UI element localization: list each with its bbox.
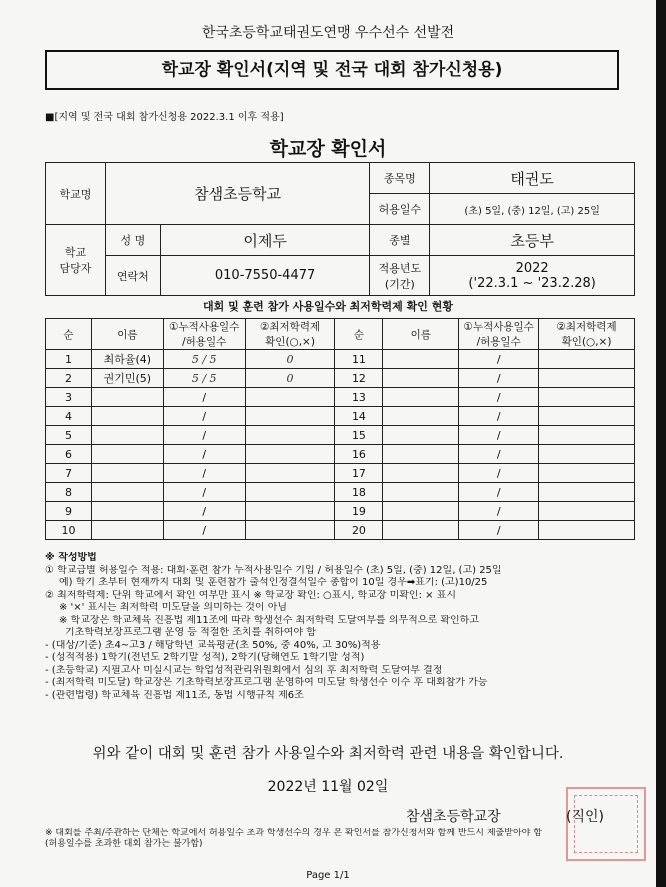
student-name xyxy=(91,483,163,502)
row-no: 20 xyxy=(335,521,383,540)
allowed-days-value: (초) 5일, (중) 12일, (고) 25일 xyxy=(430,194,635,225)
document-title: 학교장 확인서 xyxy=(269,138,387,160)
instruction-5: - (대상/기준) 초4~고3 / 해당학년 교육평균(초 50%, 중 40%, 고 30%)적용 xyxy=(45,639,381,651)
days-used: / xyxy=(459,464,539,483)
student-name xyxy=(383,407,459,426)
year-value xyxy=(430,256,635,296)
table-row xyxy=(46,464,635,483)
row-no: 18 xyxy=(335,483,383,502)
student-name xyxy=(91,426,163,445)
table-row xyxy=(46,369,635,388)
days-used: / xyxy=(163,464,245,483)
row-no: 15 xyxy=(335,426,383,445)
document-date: 2022년 11월 02일 xyxy=(267,779,389,795)
min-academic-check xyxy=(539,426,635,445)
row-no: 10 xyxy=(46,521,92,540)
student-name xyxy=(91,445,163,464)
page-number: Page 1/1 xyxy=(306,870,350,881)
min-academic-check: 0 xyxy=(245,350,335,369)
header-days-line1: ①누적사용일수 xyxy=(463,321,534,333)
row-no: 2 xyxy=(46,369,92,388)
instruction-3: ※ '×' 표시는 최저학력 미도달을 의미하는 것이 아님 xyxy=(59,602,288,613)
min-academic-check xyxy=(539,407,635,426)
header-min-line2: 확인(○,×) xyxy=(561,336,612,348)
student-name xyxy=(91,521,163,540)
student-name xyxy=(383,502,459,521)
principal-signature: 참샘초등학교장 xyxy=(406,809,501,825)
days-used: / xyxy=(459,369,539,388)
row-no: 13 xyxy=(335,388,383,407)
student-name xyxy=(91,502,163,521)
table-row xyxy=(46,388,635,407)
phone-label: 연락처 xyxy=(105,256,160,296)
event-value: 태권도 xyxy=(430,163,635,194)
footer-line-1: ※ 대회를 주최/주관하는 단체는 학교에서 허용일수 초과 학생선수의 경우 본 확인서를 참가신청서와 함께 반드시 제출받아야 함 xyxy=(45,828,542,838)
days-used: / xyxy=(459,407,539,426)
min-academic-check xyxy=(245,521,335,540)
table-row xyxy=(46,350,635,369)
min-academic-check xyxy=(539,483,635,502)
student-status-table xyxy=(45,318,635,540)
row-no: 8 xyxy=(46,483,92,502)
days-used: / xyxy=(459,350,539,369)
row-no: 3 xyxy=(46,388,92,407)
student-name xyxy=(91,464,163,483)
row-no: 14 xyxy=(335,407,383,426)
row-no: 4 xyxy=(46,407,92,426)
header-min-line1: ②최저학력제 xyxy=(259,321,321,333)
table-row xyxy=(46,502,635,521)
row-no: 11 xyxy=(335,350,383,369)
row-no: 12 xyxy=(335,369,383,388)
days-used: / xyxy=(459,426,539,445)
days-used: / xyxy=(163,521,245,540)
year-value-line1: 2022 xyxy=(515,260,549,276)
min-academic-check xyxy=(245,502,335,521)
row-no: 7 xyxy=(46,464,92,483)
header-days-line2: /허용일수 xyxy=(476,336,521,348)
organization-title: 한국초등학교태권도연맹 우수선수 선발전 xyxy=(201,25,455,41)
min-academic-check xyxy=(539,388,635,407)
seal-label: (직인) xyxy=(566,809,604,825)
header-min-right xyxy=(539,319,635,350)
min-academic-check xyxy=(539,502,635,521)
header-min-line2: 확인(○,×) xyxy=(265,336,315,348)
school-name-value: 참샘초등학교 xyxy=(105,163,370,225)
student-name xyxy=(91,388,163,407)
min-academic-check: 0 xyxy=(245,369,335,388)
row-no: 16 xyxy=(335,445,383,464)
status-section-title: 대회 및 훈련 참가 사용일수와 최저학력제 확인 현황 xyxy=(203,300,453,313)
footer-note xyxy=(45,828,635,850)
days-used: / xyxy=(163,483,245,502)
instruction-7: - (초등학교) 지필고사 미실시교는 학업성적관리위원회에서 심의 후 최저학력 도달여부 결정 xyxy=(45,664,443,676)
header-no-right: 순 xyxy=(335,319,383,350)
event-label: 종목명 xyxy=(370,163,430,194)
days-used: / xyxy=(459,483,539,502)
days-used: / xyxy=(163,502,245,521)
student-name xyxy=(383,464,459,483)
header-name-right: 이름 xyxy=(383,319,459,350)
scan-edge xyxy=(656,0,666,887)
header-no-left: 순 xyxy=(46,319,92,350)
min-academic-check xyxy=(539,445,635,464)
footer-line-2: (허용일수를 초과한 대회 참가는 불가함) xyxy=(45,839,203,849)
header-days-left xyxy=(163,319,245,350)
instruction-8: - (최저학력 미도달) 학교장은 기초학력보장프로그램 운영하여 미도달 학생선수 이수 후 대회참가 가능 xyxy=(45,677,488,688)
days-used: / xyxy=(163,388,245,407)
name-value: 이제두 xyxy=(160,225,370,256)
min-academic-check xyxy=(245,483,335,502)
min-academic-check xyxy=(539,350,635,369)
school-name-label: 학교명 xyxy=(46,163,106,225)
form-title-box xyxy=(45,50,619,90)
student-name xyxy=(383,369,459,388)
days-used: 5 / 5 xyxy=(163,350,245,369)
category-value: 초등부 xyxy=(430,225,635,256)
student-name xyxy=(383,388,459,407)
header-min-line1: ②최저학력제 xyxy=(556,321,617,333)
row-no: 1 xyxy=(46,350,92,369)
instruction-6: - (성적적용) 1학기(전년도 2학기말 성적), 2학기(당해연도 1학기말 성적) xyxy=(45,652,365,663)
student-name: 권기민(5) xyxy=(91,369,163,388)
header-days-line1: ①누적사용일수 xyxy=(169,321,240,333)
allowed-days-label: 허용일수 xyxy=(370,194,430,225)
student-name xyxy=(383,426,459,445)
header-days-line2: /허용일수 xyxy=(182,336,227,348)
table-row xyxy=(46,483,635,502)
row-no: 17 xyxy=(335,464,383,483)
instruction-1a: ① 학교급별 허용일수 적용: 대회·훈련 참가 누적사용일수 기입 / 허용일수 (초) 5일, (중) 12일, (고) 25일 xyxy=(45,564,502,576)
form-title: 학교장 확인서(지역 및 전국 대회 참가신청용) xyxy=(161,60,503,80)
row-no: 9 xyxy=(46,502,92,521)
contact-label-line1: 학교 xyxy=(64,246,87,259)
year-label-line1: 적용년도 xyxy=(378,261,422,275)
instruction-2: ② 최저학력제: 단위 학교에서 확인 여부만 표시 ※ 학교장 확인: ○표시, 학교장 미확인: × 표시 xyxy=(45,589,457,601)
category-label: 종별 xyxy=(370,225,430,256)
instruction-4a: ※ 학교장은 학교체육 진흥법 제11조에 따라 학생선수 최저학력 도달여부를 의무적으로 확인하고 xyxy=(59,614,479,626)
student-name: 최하율(4) xyxy=(91,350,163,369)
min-academic-check xyxy=(245,388,335,407)
row-no: 19 xyxy=(335,502,383,521)
student-name xyxy=(383,521,459,540)
row-no: 6 xyxy=(46,445,92,464)
min-academic-check xyxy=(539,464,635,483)
applicability-note: ■[지역 및 전국 대회 참가신청용 2022.3.1 이후 적용] xyxy=(45,112,284,123)
confirmation-statement: 위와 같이 대회 및 훈련 참가 사용일수와 최저학력 관련 내용을 확인합니다. xyxy=(92,746,564,762)
writing-instructions xyxy=(45,552,635,702)
school-info-table xyxy=(45,162,635,296)
days-used: / xyxy=(163,445,245,464)
table-header-row xyxy=(46,319,635,350)
days-used: / xyxy=(459,388,539,407)
student-name xyxy=(383,445,459,464)
table-row xyxy=(46,407,635,426)
student-name xyxy=(383,350,459,369)
year-value-line2: ('22.3.1 ~ '23.2.28) xyxy=(468,275,596,291)
phone-value: 010-7550-4477 xyxy=(160,256,370,296)
min-academic-check xyxy=(245,426,335,445)
min-academic-check xyxy=(245,464,335,483)
year-label-line2: (기간) xyxy=(384,277,415,291)
instruction-9: - (관련법령) 학교체육 진흥법 제11조, 동법 시행규칙 제6조 xyxy=(45,689,304,701)
min-academic-check xyxy=(539,369,635,388)
days-used: 5 / 5 xyxy=(163,369,245,388)
header-min-left xyxy=(245,319,335,350)
min-academic-check xyxy=(539,521,635,540)
table-row xyxy=(46,521,635,540)
min-academic-check xyxy=(245,407,335,426)
contact-person-label xyxy=(46,225,106,296)
table-row xyxy=(46,426,635,445)
row-no: 5 xyxy=(46,426,92,445)
days-used: / xyxy=(459,521,539,540)
year-label xyxy=(370,256,430,296)
days-used: / xyxy=(459,445,539,464)
days-used: / xyxy=(163,407,245,426)
days-used: / xyxy=(459,502,539,521)
instructions-heading: ※ 작성방법 xyxy=(45,552,97,563)
instruction-1b: 예) 학기 초부터 현재까지 대회 및 훈련참가 출석인정결석일수 총합이 10일 경우➡표기: (고)10/25 xyxy=(59,577,488,588)
header-days-right xyxy=(459,319,539,350)
instruction-4b: 기초학력보장프로그램 운영 등 적절한 조치를 취하여야 함 xyxy=(65,627,316,638)
header-name-left: 이름 xyxy=(91,319,163,350)
min-academic-check xyxy=(245,445,335,464)
contact-label-line2: 담당자 xyxy=(59,262,92,275)
student-name xyxy=(383,483,459,502)
name-label: 성 명 xyxy=(105,225,160,256)
student-name xyxy=(91,407,163,426)
table-row xyxy=(46,445,635,464)
days-used: / xyxy=(163,426,245,445)
